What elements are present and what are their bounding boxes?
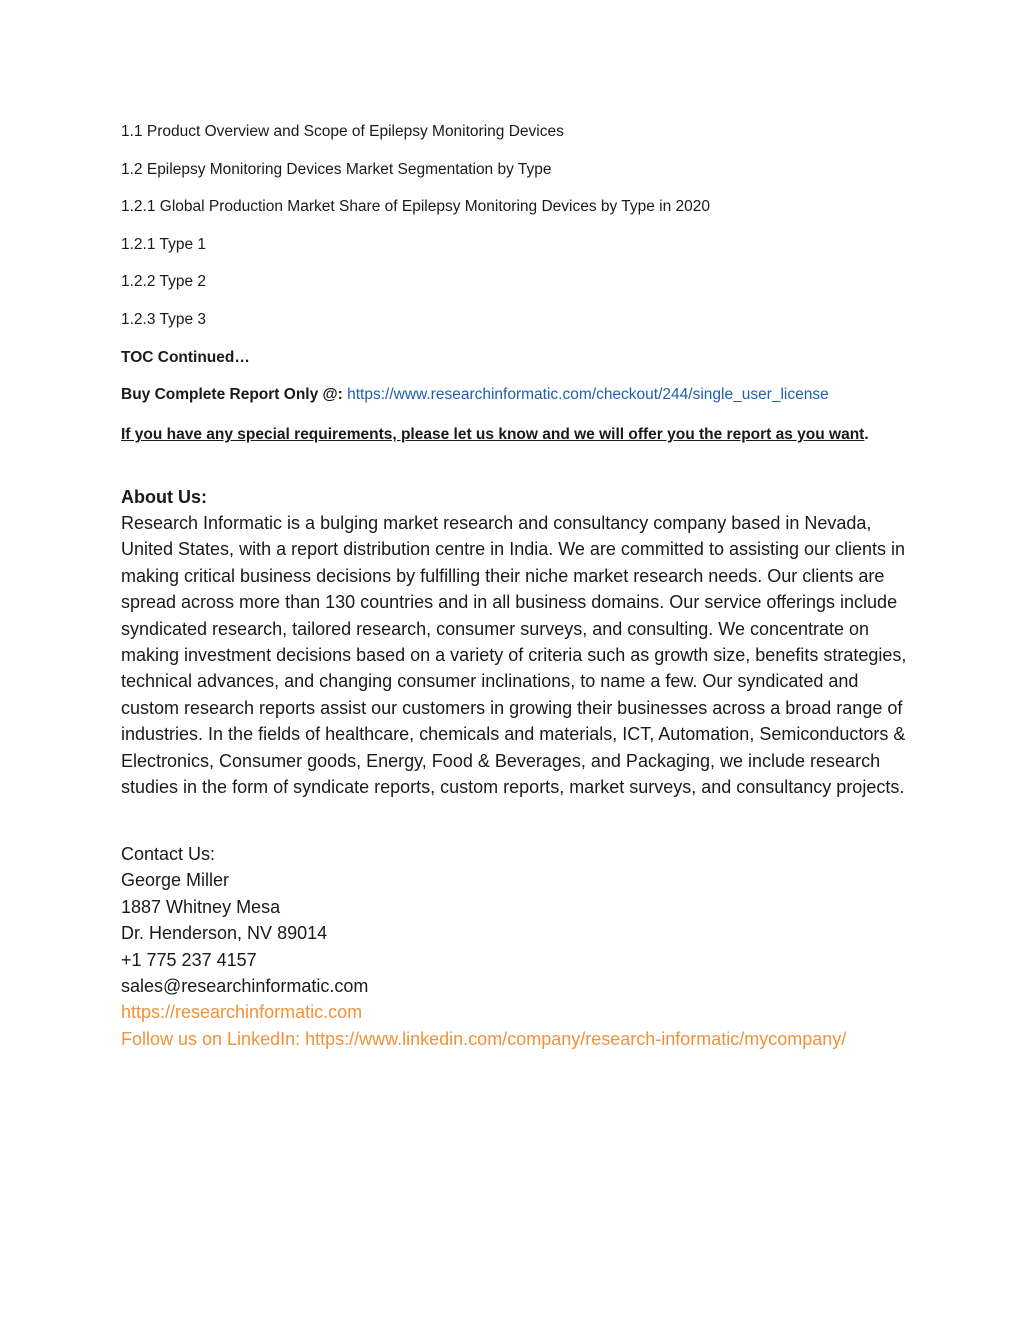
- about-heading: About Us:: [121, 487, 207, 507]
- contact-street: 1887 Whitney Mesa: [121, 896, 281, 917]
- toc-continued: TOC Continued…: [121, 349, 250, 366]
- contact-phone: +1 775 237 4157: [121, 949, 257, 970]
- toc-item: 1.1 Product Overview and Scope of Epilepsy Monitoring Devices: [121, 123, 564, 140]
- toc-item: 1.2.1 Global Production Market Share of Epilepsy Monitoring Devices by Type in 2020: [121, 198, 711, 215]
- special-requirements-period: .: [864, 426, 869, 443]
- toc-item: 1.2 Epilepsy Monitoring Devices Market Segmentation by Type: [121, 161, 552, 178]
- contact-heading: Contact Us:: [121, 844, 216, 864]
- toc-item: 1.2.2 Type 2: [121, 273, 207, 290]
- special-requirements-text: If you have any special requirements, please let us know and we will offer you the report as you want: [121, 426, 865, 443]
- website-link[interactable]: https://researchinformatic.com: [121, 1002, 363, 1023]
- toc-item: 1.2.1 Type 1: [121, 236, 207, 253]
- about-body: Research Informatic is a bulging market research and consultancy company based in Nevada, United States, with a report distribution centre in India. We are committed to assisting our clients in making critical business decisions by fulfilling their niche market research needs. Our clients are spread across more than 130 countries and in all business domains. Our service offerings include syndicated research, tailored research, consumer surveys, and consulting. We concentrate on making investment decisions based on a variety of criteria such as growth size, benefits strategies, technical advances, and changing consumer inclinations, to name a few. Our syndicated and custom research reports assist our customers in growing their businesses across a broad range of industries. In the fields of healthcare, chemicals and materials, ICT, Automation, Semiconductors & Electronics, Consumer goods, Energy, Food & Beverages, and Packaging, we include research studies in the form of syndicate reports, custom reports, market surveys, and consultancy projects.: [121, 513, 907, 798]
- buy-report-label: Buy Complete Report Only @:: [121, 386, 343, 403]
- contact-city: Dr. Henderson, NV 89014: [121, 923, 328, 944]
- special-requirements-note: [121, 423, 881, 447]
- toc-item: 1.2.3 Type 3: [121, 311, 207, 328]
- contact-block: [121, 841, 846, 1052]
- linkedin-link[interactable]: Follow us on LinkedIn: https://www.linkedin.com/company/research-informatic/mycompany/: [121, 1028, 847, 1049]
- buy-report-link[interactable]: https://www.researchinformatic.com/checkout/244/single_user_license: [347, 386, 829, 403]
- buy-report-line: [121, 385, 829, 405]
- contact-name: George Miller: [121, 870, 230, 891]
- contact-email[interactable]: sales@researchinformatic.com: [121, 976, 369, 997]
